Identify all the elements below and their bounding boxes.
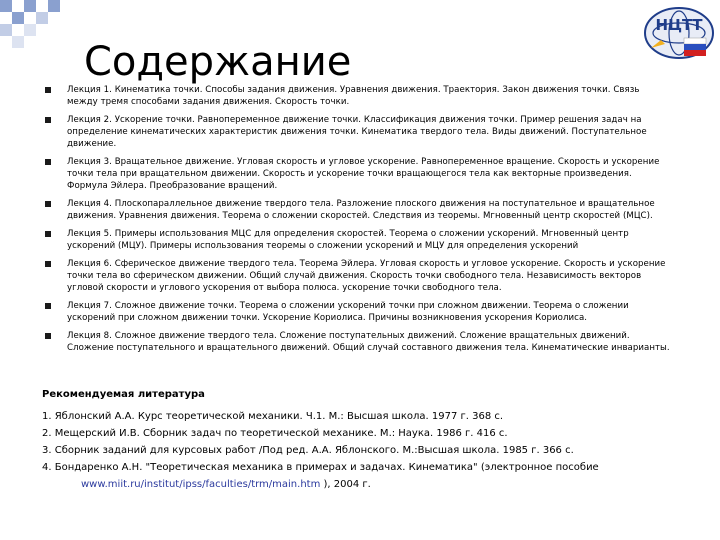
lecture-text: Лекция 2. Ускорение точки. Равнопеременное движение точки. Классификация движения точки. Пример решения задач на определение кинематических характеристик движения точки. Кинематика твердого тела. Виды движений. Поступательное движение. bbox=[67, 115, 647, 149]
reference-item: 4. Бондаренко А.Н. "Теоретическая механика в примерах и задачах. Кинематика" (электронное пособие bbox=[42, 462, 599, 473]
literature-heading: Рекомендуемая литература bbox=[42, 389, 205, 400]
bullet-icon bbox=[45, 201, 51, 207]
list-item bbox=[42, 258, 672, 294]
list-item bbox=[42, 228, 672, 252]
checker-decoration bbox=[0, 0, 72, 48]
reference-item: 2. Мещерский И.В. Сборник задач по теоретической механике. М.: Наука. 1986 г. 416 с. bbox=[42, 428, 508, 439]
reference-url-link[interactable]: www.miit.ru/institut/ipss/faculties/trm/main.htm bbox=[81, 479, 321, 490]
list-item bbox=[42, 300, 672, 324]
bullet-icon bbox=[45, 231, 51, 237]
ncit-logo-icon bbox=[641, 4, 717, 62]
reference-suffix: ), 2004 г. bbox=[320, 479, 371, 490]
literature-section bbox=[42, 388, 692, 493]
reference-item: 3. Сборник заданий для курсовых работ /Под ред. А.А. Яблонского. М.:Высшая школа. 1985 г. 366 с. bbox=[42, 445, 574, 456]
list-item bbox=[42, 84, 672, 108]
page-title: Содержание bbox=[84, 39, 352, 85]
lecture-text: Лекция 6. Сферическое движение твердого тела. Теорема Эйлера. Угловая скорость и угловое ускорение. Скорость и ускорение точки тела во сферическом движении. Общий случай движения. Скорость точки свободного тела. Независимость векторов угловой скорости и углового ускорения от выбора полюса. ускорение точки свободного тела. bbox=[67, 259, 666, 293]
lecture-text: Лекция 1. Кинематика точки. Способы задания движения. Уравнения движения. Траектория. Закон движения точки. Связь между тремя способами задания движения. Скорость точки. bbox=[67, 85, 640, 107]
list-item bbox=[42, 156, 672, 192]
lecture-text: Лекция 8. Сложное движение твердого тела. Сложение поступательных движений. Сложение вращательных движений. Сложение поступательного и вращательного движений. Общий случай составного движения тела. Кинематические инварианты. bbox=[67, 331, 670, 353]
bullet-icon bbox=[45, 87, 51, 93]
lecture-text: Лекция 7. Сложное движение точки. Теорема о сложении ускорений точки при сложном движении. Теорема о сложении ускорений при сложном движении точки. Ускорение Кориолиса. Причины возникновения ускорения Кориолиса. bbox=[67, 301, 629, 323]
list-item bbox=[42, 330, 672, 354]
reference-item-continuation bbox=[81, 476, 692, 493]
svg-text:НЦТТ: НЦТТ bbox=[655, 16, 703, 34]
lecture-text: Лекция 3. Вращательное движение. Угловая скорость и угловое ускорение. Равнопеременное вращение. Скорость и ускорение точки тела при вращательном движении. Скорость и ускорение точки вращающегося тела как векторные произведения. Формула Эйлера. Преобразование вращений. bbox=[67, 157, 660, 191]
list-item bbox=[42, 198, 672, 222]
lecture-list bbox=[42, 84, 672, 360]
bullet-icon bbox=[45, 159, 51, 165]
reference-item: 1. Яблонский А.А. Курс теоретической механики. Ч.1. М.: Высшая школа. 1977 г. 368 с. bbox=[42, 411, 504, 422]
bullet-icon bbox=[45, 261, 51, 267]
bullet-icon bbox=[45, 117, 51, 123]
lecture-text: Лекция 5. Примеры использования МЦС для определения скоростей. Теорема о сложении ускорений. Мгновенный центр ускорений (МЦУ). Примеры использования теоремы о сложении ускорений и МЦУ для определения ускорений bbox=[67, 229, 629, 251]
lecture-text: Лекция 4. Плоскопараллельное движение твердого тела. Разложение плоского движения на поступательное и вращательное движения. Уравнения движения. Теорема о сложении скоростей. Следствия из теоремы. Мгновенный центр скоростей (МЦС). bbox=[67, 199, 655, 221]
bullet-icon bbox=[45, 333, 51, 339]
list-item bbox=[42, 114, 672, 150]
bullet-icon bbox=[45, 303, 51, 309]
